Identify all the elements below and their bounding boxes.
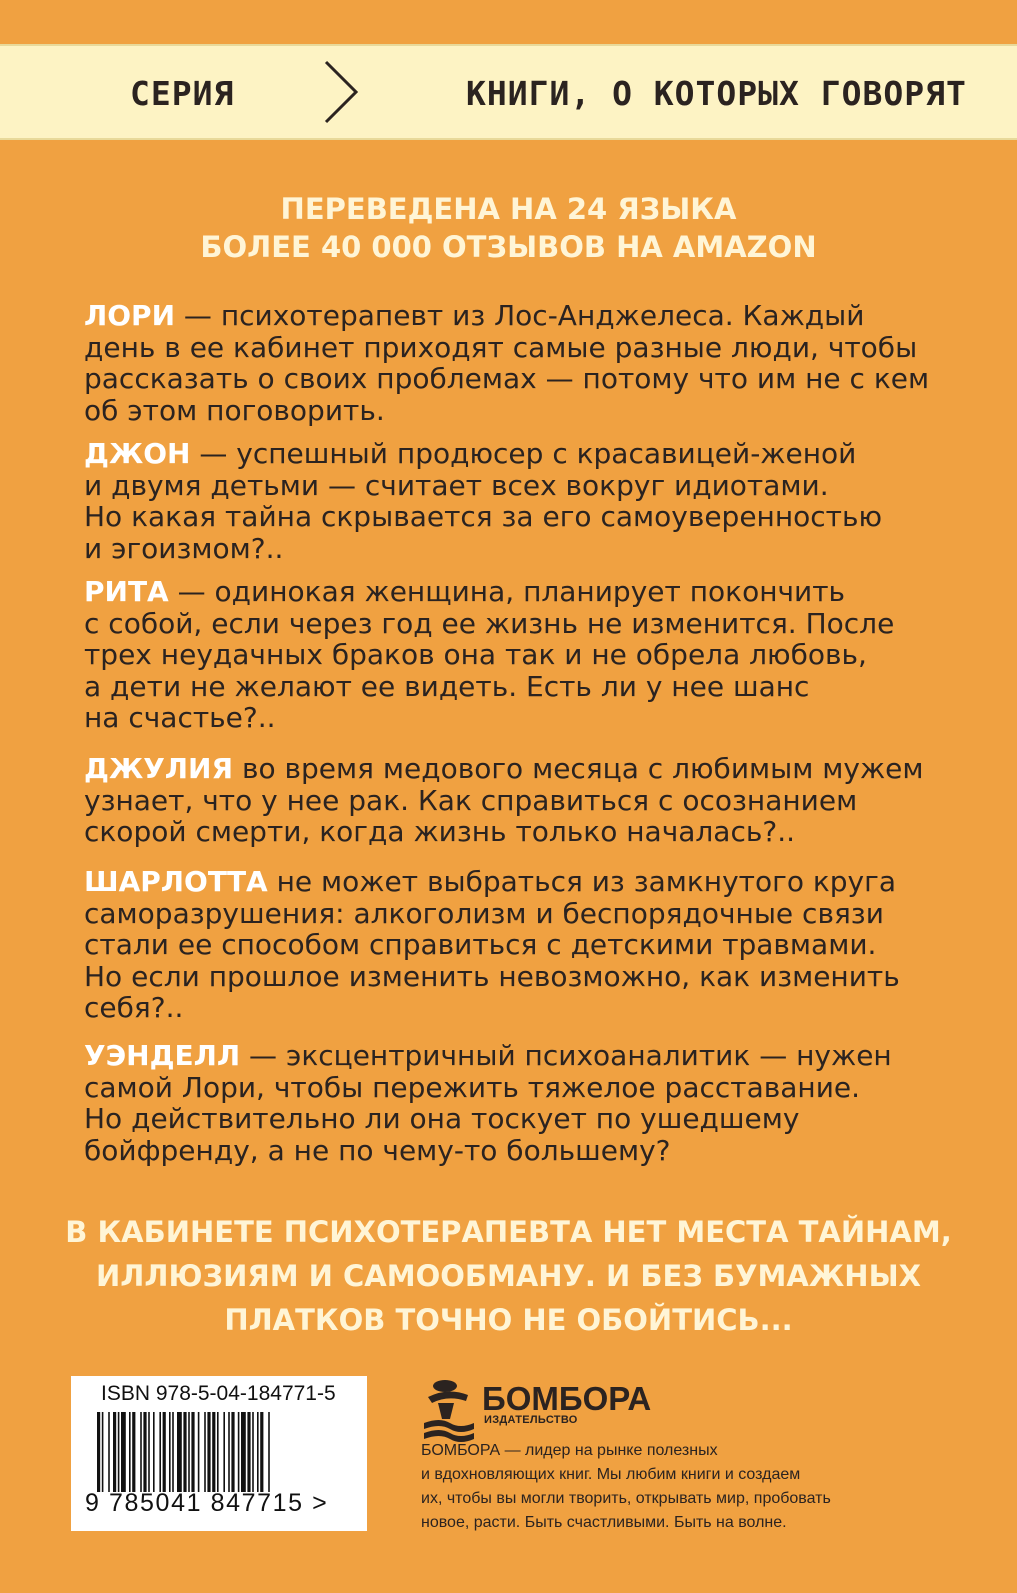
- character-blurb-wendell: [84, 1040, 964, 1166]
- blurb-line: и двумя детьми — считает всех вокруг идиотами.: [84, 468, 829, 502]
- blurb-line: день в ее кабинет приходят самые разные люди, чтобы: [84, 330, 918, 364]
- blurb-line: [84, 1040, 964, 1072]
- isbn-number: ISBN 978-5-04-184771-5: [101, 1382, 336, 1405]
- blurb-text: — эксцентричный психоаналитик — нужен: [240, 1039, 892, 1072]
- character-name: ДЖОН: [84, 437, 191, 470]
- blurb-text: не может выбраться из замкнутого круга: [267, 865, 896, 898]
- headline-translations: ПЕРЕВЕДЕНА НА 24 ЯЗЫКА: [280, 192, 737, 226]
- series-name: КНИГИ, О КОТОРЫХ ГОВОРЯТ: [466, 74, 967, 113]
- blurb-line: бойфренду, а не по чему-то большему?: [84, 1133, 671, 1167]
- blurb-line: Но если прошлое изменить невозможно, как изменить: [84, 959, 900, 993]
- blurb-line: на счастье?..: [84, 701, 276, 734]
- description-line: и вдохновляющих книг. Мы любим книги и создаем: [421, 1466, 801, 1483]
- series-label: СЕРИЯ: [130, 74, 235, 113]
- blurb-line: трех неудачных браков она так и не обрела любовь,: [84, 638, 867, 671]
- barcode-icon: [97, 1412, 341, 1492]
- publisher-subtitle: ИЗДАТЕЛЬСТВО: [484, 1414, 578, 1426]
- blurb-line: [84, 300, 964, 332]
- blurb-line: скорой смерти, когда жизнь только началась?..: [84, 815, 796, 848]
- blurb-line: об этом поговорить.: [84, 393, 385, 427]
- character-blurb-rita: [84, 576, 964, 734]
- blurb-line: [84, 438, 964, 470]
- description-line: их, чтобы вы могли творить, открывать мир, пробовать: [421, 1490, 831, 1507]
- closing-statement: [0, 1210, 1017, 1342]
- blurb-line: узнает, что у нее рак. Как справиться с осознанием: [84, 783, 858, 817]
- blurb-line: рассказать о своих проблемах — потому что им не с кем: [84, 362, 930, 395]
- character-name: ДЖУЛИЯ: [84, 752, 234, 785]
- headline-reviews: БОЛЕЕ 40 000 ОТЗЫВОВ НА AMAZON: [200, 230, 817, 264]
- blurb-text: — успешный продюсер с красавицей-женой: [190, 437, 857, 470]
- character-blurb-charlotte: [84, 866, 964, 1024]
- barcode-digits: 9 785041 847715 >: [85, 1489, 329, 1517]
- blurb-line: [84, 866, 964, 898]
- description-line: БОМБОРА — лидер на рынке полезных: [421, 1442, 718, 1459]
- chevron-right-icon: [322, 58, 362, 126]
- closing-line: ПЛАТКОВ ТОЧНО НЕ ОБОЙТИСЬ...: [224, 1303, 793, 1337]
- publisher-name: БОМБОРА: [482, 1380, 652, 1417]
- blurb-line: стали ее способом справиться с детскими травмами.: [84, 928, 877, 961]
- blurb-line: самой Лори, чтобы пережить тяжелое расставание.: [84, 1070, 861, 1104]
- character-name: ШАРЛОТТА: [84, 865, 268, 898]
- character-name: УЭНДЕЛЛ: [84, 1039, 241, 1072]
- blurb-text: — психотерапевт из Лос-Анджелеса. Каждый: [175, 299, 865, 332]
- blurb-line: себя?..: [84, 991, 184, 1024]
- blurb-line: саморазрушения: алкоголизм и беспорядочные связи: [84, 896, 884, 930]
- blurb-line: Но какая тайна скрывается за его самоуверенностью: [84, 500, 883, 533]
- description-line: новое, расти. Быть счастливыми. Быть на волне.: [421, 1514, 787, 1531]
- closing-line: В КАБИНЕТЕ ПСИХОТЕРАПЕВТА НЕТ МЕСТА ТАЙНАМ,: [65, 1215, 952, 1249]
- isbn-barcode-box: [71, 1376, 367, 1531]
- blurb-line: Но действительно ли она тоскует по ушедшему: [84, 1102, 800, 1135]
- character-blurb-john: [84, 438, 964, 564]
- blurb-line: [84, 576, 964, 608]
- character-name: РИТА: [84, 575, 169, 608]
- bombora-logo-icon: [420, 1377, 478, 1443]
- character-blurb-lori: [84, 300, 964, 426]
- blurb-text: во время медового месяца с любимым мужем: [233, 752, 924, 785]
- blurb-line: и эгоизмом?..: [84, 531, 284, 565]
- blurb-line: с собой, если через год ее жизнь не изменится. После: [84, 606, 895, 640]
- blurb-text: — одинокая женщина, планирует покончить: [168, 575, 846, 608]
- blurb-line: [84, 753, 964, 785]
- character-blurb-julia: [84, 753, 964, 848]
- character-name: ЛОРИ: [84, 299, 176, 332]
- blurb-line: а дети не желают ее видеть. Есть ли у нее шанс: [84, 669, 810, 703]
- closing-line: ИЛЛЮЗИЯМ И САМООБМАНУ. И БЕЗ БУМАЖНЫХ: [96, 1259, 921, 1293]
- series-band: [0, 44, 1017, 140]
- publisher-description: [421, 1439, 981, 1535]
